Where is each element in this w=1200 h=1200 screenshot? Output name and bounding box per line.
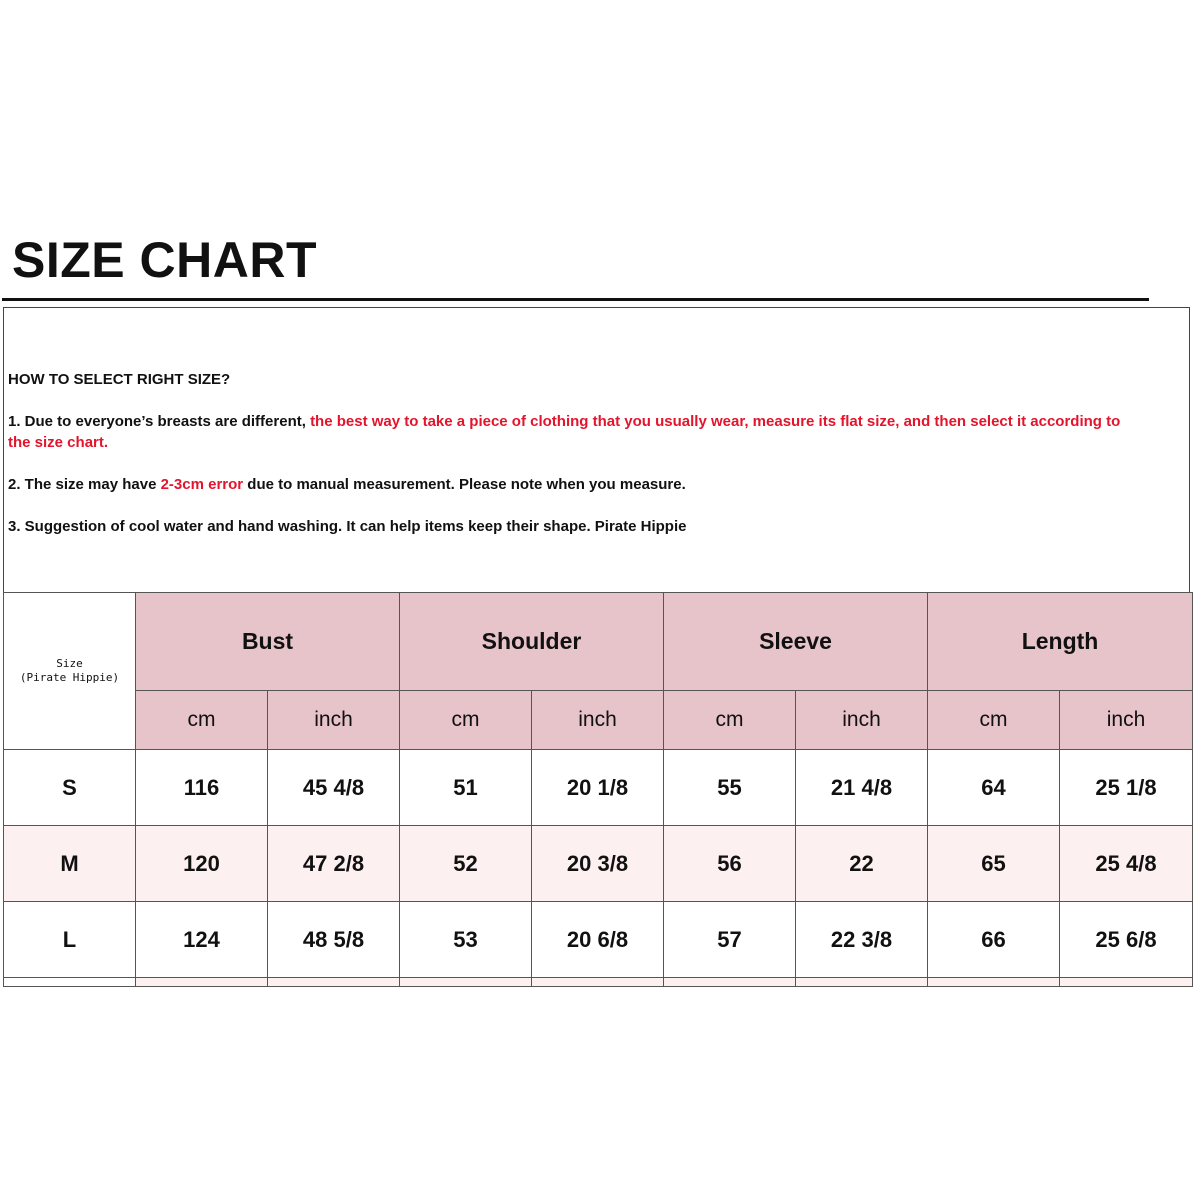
table-cell: 48 5/8 [268, 902, 400, 978]
table-cell: 120 [136, 826, 268, 902]
page-title: SIZE CHART [12, 232, 317, 288]
table-cell: 20 1/8 [532, 750, 664, 826]
table-cell: 25 4/8 [1060, 826, 1193, 902]
table-cell: 55 [664, 750, 796, 826]
unit-header-sleeve-cm: cm [664, 691, 796, 750]
size-label: L [4, 902, 136, 978]
table-cell: 56 [664, 826, 796, 902]
group-header-row [4, 593, 1193, 691]
table-cell: 64 [928, 750, 1060, 826]
table-cell: 25 6/8 [1060, 902, 1193, 978]
table-cell: 20 3/8 [532, 826, 664, 902]
table-cell: 22 3/8 [796, 902, 928, 978]
group-header-bust: Bust [136, 593, 400, 691]
unit-header-length-inch: inch [1060, 691, 1193, 750]
group-header-sleeve: Sleeve [664, 593, 928, 691]
cropped-cell [1060, 978, 1193, 987]
cropped-cell [796, 978, 928, 987]
size-header-line1: Size [56, 657, 83, 670]
cropped-cell [664, 978, 796, 987]
size-label: S [4, 750, 136, 826]
table-cell: 47 2/8 [268, 826, 400, 902]
table-cell: 20 6/8 [532, 902, 664, 978]
table-cell: 57 [664, 902, 796, 978]
note-3: 3. Suggestion of cool water and hand washing. It can help items keep their shape. Pirate Hippie [8, 518, 687, 535]
table-cell: 25 1/8 [1060, 750, 1193, 826]
cropped-cell [400, 978, 532, 987]
size-table [3, 592, 1193, 987]
unit-header-shoulder-inch: inch [532, 691, 664, 750]
unit-header-row [4, 691, 1193, 750]
note-1-highlight: the best way to take a piece of clothing that you usually wear, measure its flat size, and then select it according to the size chart. [8, 413, 1121, 451]
group-header-shoulder: Shoulder [400, 593, 664, 691]
table-cell: 52 [400, 826, 532, 902]
note-2 [8, 474, 1138, 495]
cropped-cell [136, 978, 268, 987]
size-column-header [4, 593, 136, 750]
cropped-cell [268, 978, 400, 987]
group-header-length: Length [928, 593, 1193, 691]
cropped-cell [928, 978, 1060, 987]
notes-heading: HOW TO SELECT RIGHT SIZE? [8, 371, 231, 388]
note-1 [8, 411, 1138, 453]
cropped-cell [532, 978, 664, 987]
size-label: M [4, 826, 136, 902]
table-row [4, 826, 1193, 902]
unit-header-bust-cm: cm [136, 691, 268, 750]
unit-header-shoulder-cm: cm [400, 691, 532, 750]
table-row [4, 750, 1193, 826]
table-cell: 116 [136, 750, 268, 826]
note-1-text: 1. Due to everyone’s breasts are different, [8, 413, 311, 430]
table-cell: 21 4/8 [796, 750, 928, 826]
table-cell: 65 [928, 826, 1060, 902]
table-cell: 22 [796, 826, 928, 902]
table-cell: 45 4/8 [268, 750, 400, 826]
cropped-row [4, 978, 1193, 987]
size-header-line2: (Pirate Hippie) [19, 671, 120, 684]
table-cell: 51 [400, 750, 532, 826]
table-cell: 66 [928, 902, 1060, 978]
note-2-suffix: due to manual measurement. Please note when you measure. [243, 476, 686, 493]
unit-header-length-cm: cm [928, 691, 1060, 750]
cropped-cell [4, 978, 136, 987]
unit-header-bust-inch: inch [268, 691, 400, 750]
note-2-text: 2. The size may have [8, 476, 161, 493]
title-underline [2, 298, 1149, 301]
note-2-highlight: 2-3cm error [160, 476, 244, 493]
unit-header-sleeve-inch: inch [796, 691, 928, 750]
table-cell: 53 [400, 902, 532, 978]
table-row [4, 902, 1193, 978]
table-cell: 124 [136, 902, 268, 978]
notes-box [3, 307, 1190, 592]
